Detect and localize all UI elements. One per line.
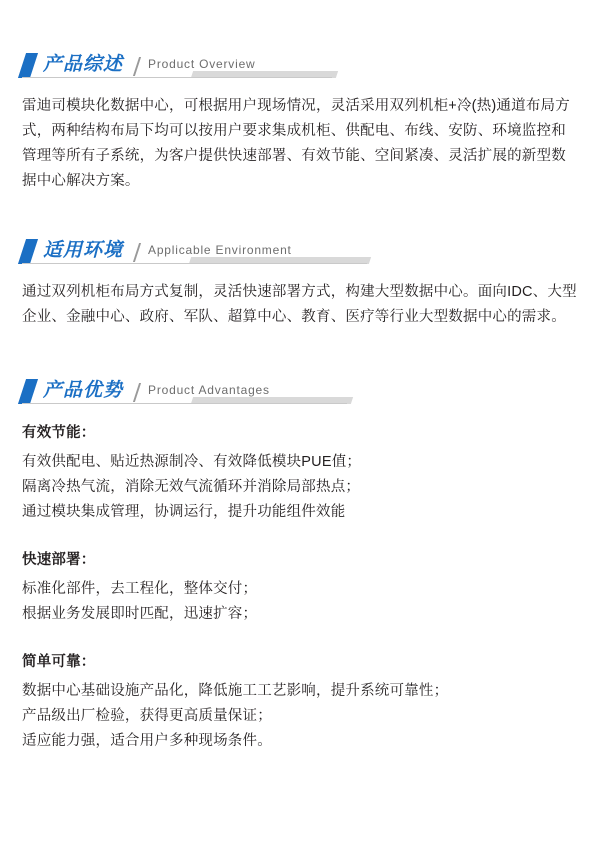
advantage-line: 通过模块集成管理，协调运行，提升功能组件效能 <box>22 504 346 520</box>
section-product-overview <box>22 48 578 194</box>
slash-divider-icon <box>133 383 141 402</box>
advantage-title: 快速部署： <box>22 552 96 568</box>
advantage-line: 产品级出厂检验，获得更高质量保证； <box>22 708 272 724</box>
section-title-en: Product Overview <box>148 57 256 71</box>
section-title-cn: 适用环境 <box>43 240 124 261</box>
section-paragraph: 雷迪司模块化数据中心，可根据用户现场情况，灵活采用双列机柜+冷(热)通道布局方式，两种结构布局下均可以按用户要求集成机柜、供配电、布线、安防、环境监控和管理等所有子系统，为客户提供快速部署、有效节能、空间紧凑、灵活扩展的新型数据中心解决方案。 <box>22 98 570 189</box>
heading-rule <box>22 77 332 78</box>
advantage-line: 根据业务发展即时匹配，迅速扩容； <box>22 606 258 622</box>
advantage-group <box>22 649 578 754</box>
section-paragraph: 通过双列机柜布局方式复制，灵活快速部署方式，构建大型数据中心。面向IDC、大型企业、金融中心、政府、军队、超算中心、教育、医疗等行业大型数据中心的需求。 <box>22 284 577 325</box>
section-title-cn: 产品综述 <box>43 54 124 75</box>
heading-rule <box>22 403 347 404</box>
section-title-en: Product Advantages <box>148 383 270 397</box>
advantage-line: 标准化部件，去工程化，整体交付； <box>22 581 258 597</box>
heading-rule <box>22 263 367 264</box>
heading-left <box>22 238 123 264</box>
slash-divider-icon <box>133 243 141 262</box>
section-title-en: Applicable Environment <box>148 243 292 257</box>
accent-bar-icon <box>18 379 38 404</box>
advantage-line: 适应能力强，适合用户多种现场条件。 <box>22 733 272 749</box>
advantage-line: 数据中心基础设施产品化，降低施工工艺影响，提升系统可靠性； <box>22 683 449 699</box>
heading-left <box>22 52 123 78</box>
advantage-title: 简单可靠： <box>22 654 96 670</box>
advantage-line: 隔离冷热气流，消除无效气流循环并消除局部热点； <box>22 479 361 495</box>
section-product-advantages <box>22 374 578 754</box>
heading-left <box>22 378 123 404</box>
section-heading <box>22 234 367 264</box>
document-page <box>0 48 600 850</box>
advantage-group <box>22 420 578 525</box>
accent-bar-icon <box>18 53 38 78</box>
section-heading <box>22 48 332 78</box>
advantage-group <box>22 547 578 627</box>
section-title-cn: 产品优势 <box>43 380 124 401</box>
advantage-line: 有效供配电、贴近热源制冷、有效降低模块PUE值； <box>22 454 362 470</box>
advantage-title: 有效节能： <box>22 425 96 441</box>
accent-bar-icon <box>18 239 38 264</box>
section-heading <box>22 374 347 404</box>
slash-divider-icon <box>133 57 141 76</box>
section-applicable-environment <box>22 234 578 330</box>
